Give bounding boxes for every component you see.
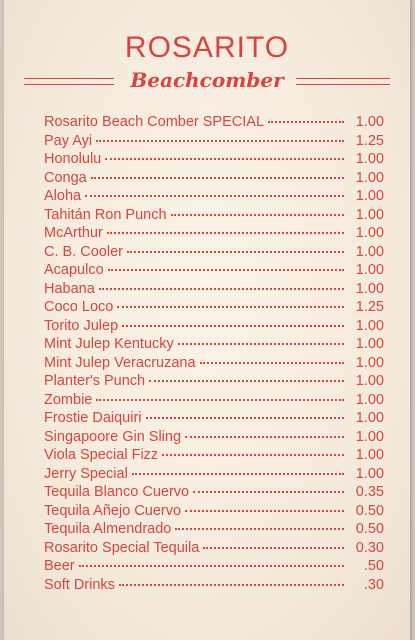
menu-item-price: 1.25 [355,132,384,149]
menu-item-name: Planter's Punch [44,373,146,389]
dot-leader [91,161,344,179]
menu-item-name: Jerry Special [44,465,128,482]
menu-item-name: Conga [44,169,87,186]
menu-item-price: 0.30 [355,539,384,556]
menu-item-name: Viola Special Fizz [44,447,159,463]
menu-item-price: 1.00 [355,151,384,167]
menu-item-name: Rosarito Special Tequila [44,539,200,556]
dot-leader [132,457,344,475]
menu-item-price: 1.00 [355,428,384,445]
menu-item-name: Rosarito Beach Comber SPECIAL [44,114,265,130]
menu-item-price: 1.00 [355,114,384,130]
dot-leader [79,549,344,567]
dot-leader [149,364,344,382]
menu-item-price: 1.00 [355,373,384,389]
dot-leader [119,568,344,586]
menu-item-price: 1.00 [355,188,384,204]
menu-item-price: 1.00 [355,262,384,278]
menu-item-name: Mint Julep Veracruzana [44,354,196,371]
dot-leader [122,309,344,327]
menu-item-name: Soft Drinks [44,576,115,593]
dot-leader [96,383,344,401]
menu-item-name: Acapulco [44,262,104,278]
menu-item-price: 1.00 [355,317,384,334]
menu-item-name: Honolulu [44,151,102,167]
menu-item-name: Zombie [44,391,93,408]
menu-item-name: McArthur [44,225,103,241]
menu-item-price: 1.00 [355,243,384,260]
menu-item-name: C. B. Cooler [44,243,123,260]
page-title: ROSARITO [124,31,290,64]
page-subtitle: Beachcomber [130,68,284,92]
dot-leader [185,420,344,438]
menu-item-price: 0.50 [355,502,384,519]
dot-leader [203,531,344,549]
decorative-rule-right [296,78,390,85]
menu-item-name: Beer [44,558,75,574]
menu-item-price: 1.00 [355,206,384,223]
menu-item-price: 1.00 [355,225,384,241]
dot-leader [185,494,344,512]
dot-leader [268,105,344,123]
subtitle-banner [24,66,390,96]
menu-item-price: .50 [363,558,384,574]
dot-leader [200,346,344,364]
menu-item-name: Torito Julep [44,317,119,334]
dot-leader [85,179,344,197]
decorative-rule-left [24,78,114,85]
dot-leader [175,512,344,530]
menu-item-name: Aloha [44,188,82,204]
dot-leader [99,272,344,290]
menu-item-name: Tequila Almendrado [44,521,172,537]
menu-item-name: Tequila Añejo Cuervo [44,502,182,519]
menu-item-name: Singapoore Gin Sling [44,428,182,445]
menu-item-price: 0.50 [355,521,384,537]
dot-leader [171,198,344,216]
menu-item-price: 1.00 [355,169,384,186]
dot-leader [146,401,345,419]
menu-item-name: Tahitán Ron Punch [44,206,167,223]
menu-item-name: Mint Julep Kentucky [44,336,174,352]
dot-leader [96,124,344,142]
dot-leader [117,290,344,308]
menu-item-price: 1.00 [355,447,384,463]
menu-item-price: 1.00 [355,280,384,297]
menu-item-name: Habana [44,280,95,297]
menu-item-name: Tequila Blanco Cuervo [44,484,190,500]
drink-menu-list [44,108,384,593]
menu-item-name: Frostie Daiquiri [44,410,142,426]
menu-item-price: 1.00 [355,465,384,482]
dot-leader [162,438,344,456]
dot-leader [127,235,344,253]
dot-leader [108,253,344,271]
menu-item-price: 1.00 [355,354,384,371]
dot-leader [105,142,344,160]
menu-item-name: Pay Ayi [44,132,93,149]
menu-item-price: 1.25 [355,299,384,315]
menu-item-name: Coco Loco [44,299,114,315]
dot-leader [107,216,344,234]
menu-item-price: .30 [363,576,384,593]
dot-leader [193,475,344,493]
menu-item-price: 1.00 [355,391,384,408]
menu-item-price: 0.35 [355,484,384,500]
menu-item-price: 1.00 [355,410,384,426]
dot-leader [178,327,344,345]
menu-page [4,0,410,640]
menu-item-price: 1.00 [355,336,384,352]
menu-item [44,571,384,593]
